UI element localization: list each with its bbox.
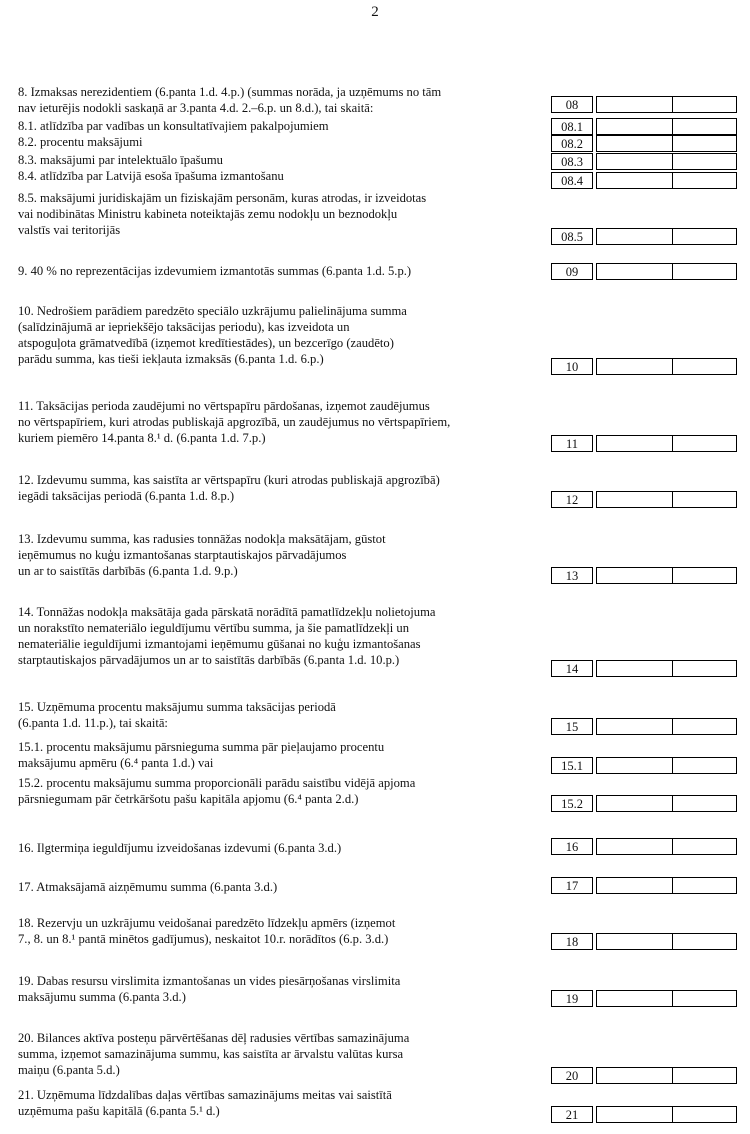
amount-field-left[interactable] [597, 492, 673, 507]
item-text-line: maksājumu apmēru (6.⁴ panta 1.d.) vai [18, 756, 214, 770]
amount-field-left[interactable] [597, 568, 673, 583]
item-16-text [18, 840, 540, 856]
amount-field-right[interactable] [673, 661, 736, 676]
amount-field-left[interactable] [597, 991, 673, 1006]
row-code: 08.3 [551, 153, 593, 170]
amount-field-left[interactable] [597, 839, 673, 854]
row-code: 08.1 [551, 118, 593, 135]
row-code: 15.1 [551, 757, 593, 774]
item-text-line: (salīdzinājumā ar iepriekšējo taksācijas periodu), kas izveidota un [18, 320, 350, 334]
row-08 [551, 96, 737, 113]
item-17-text [18, 879, 540, 895]
item-text-line: no vērtspapīriem, kuri atrodas publiskajā apgrozībā, un zaudējumus no vērtspapīriem, [18, 415, 451, 429]
item-text-line: iegādi taksācijas periodā (6.panta 1.d. 8.p.) [18, 489, 235, 503]
item-text-line: maksājumu summa (6.panta 3.d.) [18, 990, 186, 1004]
amount-field-right[interactable] [673, 1107, 736, 1122]
item-text-line: 12. Izdevumu summa, kas saistīta ar vērtspapīru (kuri atrodas publiskajā apgrozībā) [18, 473, 440, 487]
row-code: 15 [551, 718, 593, 735]
amount-field-right[interactable] [673, 264, 736, 279]
item-text-line: 15.2. procentu maksājumu summa proporcionāli parādu saistību vidējā apjoma [18, 776, 416, 790]
item-13-text [18, 531, 540, 579]
amount-field[interactable] [596, 96, 737, 113]
item-text-line: 15.1. procentu maksājumu pārsnieguma summa pār pieļaujamo procentu [18, 740, 385, 754]
row-code: 08 [551, 96, 593, 113]
amount-field-left[interactable] [597, 758, 673, 773]
row-15 [551, 718, 737, 735]
row-20 [551, 1067, 737, 1084]
item-text-line: parādu summa, kas tieši iekļauta izmaksās (6.panta 1.d. 6.p.) [18, 352, 324, 366]
item-08.5-text [18, 190, 540, 238]
row-code: 13 [551, 567, 593, 584]
item-text-line: 13. Izdevumu summa, kas radusies tonnāžas nodokļa maksātājam, gūstot [18, 532, 386, 546]
item-text-line: atspoguļota grāmatvedībā (izņemot kredītiestādes), un bezcerīgo (zaudēto) [18, 336, 394, 350]
row-code: 21 [551, 1106, 593, 1123]
amount-field[interactable] [596, 933, 737, 950]
item-10-text [18, 303, 540, 367]
item-text-line: 17. Atmaksājamā aizņēmumu summa (6.panta 3.d.) [18, 880, 278, 894]
row-19 [551, 990, 737, 1007]
row-09 [551, 263, 737, 280]
row-code: 17 [551, 877, 593, 894]
row-08.4 [551, 172, 737, 189]
item-text-line: 10. Nedrošiem parādiem paredzēto speciālo uzkrājumu palielinājuma summa [18, 304, 407, 318]
item-text-line: 8.5. maksājumi juridiskajām un fiziskajām personām, kuras atrodas, ir izveidotas [18, 191, 427, 205]
item-08.1-text [18, 118, 540, 134]
amount-field-left[interactable] [597, 719, 673, 734]
item-text-line: un norakstīto nemateriālo ieguldījumu vērtību summa, ja šie pamatlīdzekļi un [18, 621, 410, 635]
amount-field-left[interactable] [597, 796, 673, 811]
amount-field-right[interactable] [673, 119, 736, 134]
amount-field-left[interactable] [597, 1068, 673, 1083]
amount-field-left[interactable] [597, 436, 673, 451]
amount-field[interactable] [596, 757, 737, 774]
row-15.1 [551, 757, 737, 774]
item-text-line: uzņēmuma pašu kapitālā (6.panta 5.¹ d.) [18, 1104, 220, 1118]
amount-field[interactable] [596, 567, 737, 584]
item-text-line: kuriem piemēro 14.panta 8.¹ d. (6.panta 1.d. 7.p.) [18, 431, 266, 445]
row-code: 09 [551, 263, 593, 280]
amount-field[interactable] [596, 263, 737, 280]
item-text-line: 8. Izmaksas nerezidentiem (6.panta 1.d. 4.p.) (summas norāda, ja uzņēmums no tām [18, 85, 442, 99]
item-text-line: ieņēmumus no kuģu izmantošanas starptautiskajos pārvadājumos [18, 548, 347, 562]
row-code: 10 [551, 358, 593, 375]
row-code: 12 [551, 491, 593, 508]
amount-field-right[interactable] [673, 136, 736, 151]
amount-field-right[interactable] [673, 173, 736, 188]
item-text-line: valstīs vai teritorijās [18, 223, 121, 237]
amount-field-left[interactable] [597, 1107, 673, 1122]
amount-field[interactable] [596, 435, 737, 452]
item-text-line: pārsniegumam pār četrkāršotu pašu kapitāla apjomu (6.⁴ panta 2.d.) [18, 792, 359, 806]
amount-field-left[interactable] [597, 878, 673, 893]
item-11-text [18, 398, 540, 446]
amount-field[interactable] [596, 795, 737, 812]
amount-field[interactable] [596, 1106, 737, 1123]
amount-field-right[interactable] [673, 492, 736, 507]
item-text-line: 19. Dabas resursu virslimita izmantošanas un vides piesārņošanas virslimita [18, 974, 401, 988]
item-text-line: 7., 8. un 8.¹ pantā minētos gadījumus), neskaitot 10.r. norādītos (6.p. 3.d.) [18, 932, 389, 946]
amount-field-right[interactable] [673, 878, 736, 893]
item-19-text [18, 973, 540, 1005]
amount-field-left[interactable] [597, 154, 673, 169]
item-text-line: summa, izņemot samazinājuma summu, kas saistīta ar ārvalstu valūtas kursa [18, 1047, 404, 1061]
row-code: 20 [551, 1067, 593, 1084]
amount-field-right[interactable] [673, 154, 736, 169]
amount-field-right[interactable] [673, 758, 736, 773]
row-10 [551, 358, 737, 375]
item-text-line: 8.4. atlīdzība par Latvijā esoša īpašuma izmantošanu [18, 169, 284, 183]
row-18 [551, 933, 737, 950]
amount-field-right[interactable] [673, 568, 736, 583]
item-text-line: starptautiskajos pārvadājumos un ar to saistītās darbībās (6.panta 1.d. 10.p.) [18, 653, 400, 667]
amount-field-left[interactable] [597, 119, 673, 134]
item-text-line: maiņu (6.panta 5.d.) [18, 1063, 120, 1077]
item-text-line: 8.1. atlīdzība par vadības un konsultatīvajiem pakalpojumiem [18, 119, 329, 133]
item-09-text [18, 263, 540, 279]
item-15-text [18, 699, 540, 731]
amount-field[interactable] [596, 660, 737, 677]
amount-field[interactable] [596, 990, 737, 1007]
amount-field[interactable] [596, 118, 737, 135]
row-08.1 [551, 118, 737, 135]
row-21 [551, 1106, 737, 1123]
amount-field-right[interactable] [673, 436, 736, 451]
row-12 [551, 491, 737, 508]
page-number: 2 [371, 4, 379, 20]
amount-field[interactable] [596, 877, 737, 894]
row-14 [551, 660, 737, 677]
amount-field[interactable] [596, 1067, 737, 1084]
amount-field[interactable] [596, 491, 737, 508]
amount-field[interactable] [596, 358, 737, 375]
item-15.2-text [18, 775, 540, 807]
item-text-line: 18. Rezervju un uzkrājumu veidošanai paredzēto līdzekļu apmērs (izņemot [18, 916, 396, 930]
item-text-line: 21. Uzņēmuma līdzdalības daļas vērtības samazinājums meitas vai saistītā [18, 1088, 392, 1102]
amount-field-left[interactable] [597, 661, 673, 676]
amount-field-right[interactable] [673, 359, 736, 374]
amount-field-right[interactable] [673, 991, 736, 1006]
row-code: 11 [551, 435, 593, 452]
item-08.4-text [18, 168, 540, 184]
item-08.3-text [18, 152, 540, 168]
item-text-line: 15. Uzņēmuma procentu maksājumu summa taksācijas periodā [18, 700, 336, 714]
amount-field-right[interactable] [673, 934, 736, 949]
item-21-text [18, 1087, 540, 1119]
row-code: 08.2 [551, 135, 593, 152]
row-code: 15.2 [551, 795, 593, 812]
item-08.2-text [18, 134, 540, 150]
amount-field-right[interactable] [673, 1068, 736, 1083]
item-text-line: un ar to saistītās darbībās (6.panta 1.d. 9.p.) [18, 564, 238, 578]
amount-field-left[interactable] [597, 229, 673, 244]
row-code: 08.4 [551, 172, 593, 189]
row-13 [551, 567, 737, 584]
row-08.2 [551, 135, 737, 152]
item-text-line: 8.3. maksājumi par intelektuālo īpašumu [18, 153, 223, 167]
item-20-text [18, 1030, 540, 1078]
item-15.1-text [18, 739, 540, 771]
item-text-line: nemateriālie ieguldījumi izmantojami ieņēmumu gūšanai no kuģu izmantošanas [18, 637, 421, 651]
row-code: 18 [551, 933, 593, 950]
row-code: 08.5 [551, 228, 593, 245]
amount-field-left[interactable] [597, 359, 673, 374]
row-17 [551, 877, 737, 894]
amount-field[interactable] [596, 135, 737, 152]
row-code: 16 [551, 838, 593, 855]
row-08.3 [551, 153, 737, 170]
row-code: 19 [551, 990, 593, 1007]
item-text-line: vai nodibinātas Ministru kabineta noteiktajās zemu nodokļu un beznodokļu [18, 207, 398, 221]
amount-field[interactable] [596, 228, 737, 245]
row-08.5 [551, 228, 737, 245]
amount-field-right[interactable] [673, 229, 736, 244]
amount-field[interactable] [596, 153, 737, 170]
amount-field-right[interactable] [673, 719, 736, 734]
item-12-text [18, 472, 540, 504]
amount-field-left[interactable] [597, 97, 673, 112]
item-text-line: 8.2. procentu maksājumi [18, 135, 143, 149]
item-text-line: 11. Taksācijas perioda zaudējumi no vērtspapīru pārdošanas, izņemot zaudējumus [18, 399, 430, 413]
amount-field[interactable] [596, 718, 737, 735]
item-text-line: 16. Ilgtermiņa ieguldījumu izveidošanas izdevumi (6.panta 3.d.) [18, 841, 342, 855]
amount-field[interactable] [596, 838, 737, 855]
item-text-line: 14. Tonnāžas nodokļa maksātāja gada pārskatā norādītā pamatlīdzekļu nolietojuma [18, 605, 436, 619]
item-14-text [18, 604, 540, 668]
amount-field-left[interactable] [597, 173, 673, 188]
amount-field-left[interactable] [597, 264, 673, 279]
row-15.2 [551, 795, 737, 812]
amount-field-right[interactable] [673, 839, 736, 854]
row-16 [551, 838, 737, 855]
item-text-line: 9. 40 % no reprezentācijas izdevumiem izmantotās summas (6.panta 1.d. 5.p.) [18, 264, 412, 278]
amount-field-left[interactable] [597, 136, 673, 151]
item-08-text [18, 84, 540, 116]
amount-field-left[interactable] [597, 934, 673, 949]
item-18-text [18, 915, 540, 947]
amount-field[interactable] [596, 172, 737, 189]
item-text-line: (6.panta 1.d. 11.p.), tai skaitā: [18, 716, 168, 730]
amount-field-right[interactable] [673, 97, 736, 112]
item-text-line: 20. Bilances aktīva posteņu pārvērtēšanas dēļ radusies vērtības samazinājuma [18, 1031, 410, 1045]
row-11 [551, 435, 737, 452]
item-text-line: nav ieturējis nodokli saskaņā ar 3.panta 4.d. 2.–6.p. un 8.d.), tai skaitā: [18, 101, 374, 115]
row-code: 14 [551, 660, 593, 677]
amount-field-right[interactable] [673, 796, 736, 811]
